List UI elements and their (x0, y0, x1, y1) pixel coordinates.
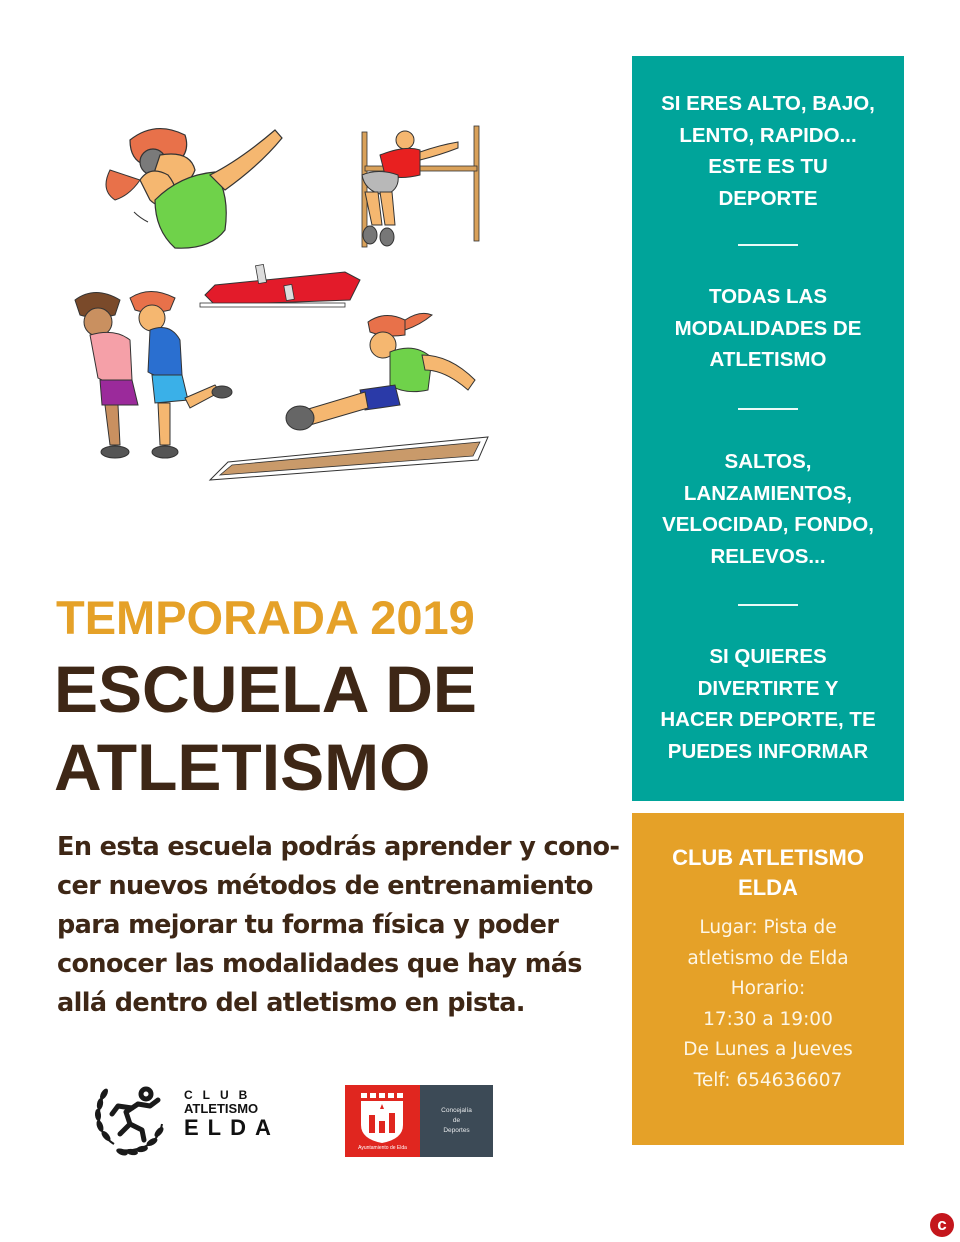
athletes-cartoon-icon (60, 100, 500, 500)
panel-line: HACER DEPORTE, TE (660, 708, 876, 731)
title-line: ESCUELA DE (54, 652, 477, 726)
starting-blocks-figure (200, 264, 360, 307)
club-logo-line: CLUB (184, 1088, 258, 1102)
title-line: ATLETISMO (54, 730, 431, 804)
high-jump-figure (362, 126, 479, 247)
description-line: En esta escuela podrás aprender y cono- (57, 832, 620, 862)
corner-watermark-icon: c (930, 1213, 954, 1237)
description-line: allá dentro del atletismo en pista. (57, 988, 525, 1018)
club-logo-line: ELDA (184, 1115, 280, 1140)
club-logo-text (184, 1088, 280, 1140)
panel-line: ATLETISMO (709, 348, 827, 371)
council-crest (345, 1085, 420, 1157)
season-heading: TEMPORADA 2019 (56, 591, 475, 644)
description-line: conocer las modalidades que hay más (57, 949, 582, 979)
panel-line: VELOCIDAD, FONDO, (662, 513, 874, 536)
laurel-runner-icon (92, 1078, 168, 1158)
schedule-time: 17:30 a 19:00 (703, 1008, 833, 1030)
panel-divider (738, 408, 798, 410)
panel-line: MODALIDADES DE (674, 316, 862, 340)
shield-crest-icon (345, 1085, 420, 1145)
panel-block-intro (632, 88, 904, 214)
club-logo-line: ATLETISMO (184, 1101, 259, 1116)
club-name-line: ELDA (738, 875, 798, 900)
panel-divider (738, 244, 798, 246)
panel-line: SI QUIERES (709, 645, 827, 668)
panel-line: SALTOS, (724, 450, 812, 473)
phone-number: Telf: 654636607 (693, 1069, 843, 1091)
ayuntamiento-elda-logo (345, 1085, 493, 1157)
department-line: Concejalía (441, 1107, 472, 1114)
schedule-label: Horario: (730, 978, 806, 999)
panel-line: ESTE ES TU (708, 155, 828, 178)
location-line: Lugar: Pista de (699, 917, 837, 938)
panel-block-invite (632, 641, 904, 767)
panel-line: LANZAMIENTOS, (683, 481, 853, 505)
description-line: cer nuevos métodos de entrenamiento (57, 871, 593, 901)
club-atletismo-elda-logo (92, 1078, 280, 1158)
panel-line: DIVERTIRTE Y (697, 676, 839, 700)
panel-line: DEPORTE (718, 186, 818, 210)
panel-line: SI ERES ALTO, BAJO, (661, 92, 875, 115)
schedule-days: De Lunes a Jueves (683, 1039, 853, 1060)
club-name-line: CLUB ATLETISMO (672, 845, 864, 870)
teal-info-panel (632, 56, 904, 801)
contact-info (632, 913, 904, 1096)
shot-put-figure (106, 129, 282, 249)
department-line: de (452, 1117, 461, 1124)
council-caption: Ayuntamiento de Elda (358, 1145, 407, 1151)
panel-block-modalities (632, 281, 904, 376)
description-line: para mejorar tu forma física y poder (57, 910, 559, 940)
department-line: Deportes (443, 1127, 470, 1134)
long-jump-figure (286, 313, 475, 430)
panel-line: LENTO, RAPIDO... (679, 123, 857, 147)
orange-contact-panel (632, 813, 904, 1145)
panel-line: TODAS LAS (708, 285, 828, 308)
description-paragraph (57, 828, 620, 1023)
athletics-illustration (60, 100, 500, 500)
panel-block-events (632, 446, 904, 572)
page-title (54, 650, 477, 806)
location-line: atletismo de Elda (687, 947, 849, 969)
panel-line: RELEVOS... (710, 544, 826, 568)
council-department (420, 1085, 493, 1157)
sand-pit-figure (210, 437, 488, 480)
panel-divider (738, 604, 798, 606)
runners-figure (75, 292, 232, 459)
club-name (632, 843, 904, 903)
panel-line: PUEDES INFORMAR (667, 739, 869, 763)
